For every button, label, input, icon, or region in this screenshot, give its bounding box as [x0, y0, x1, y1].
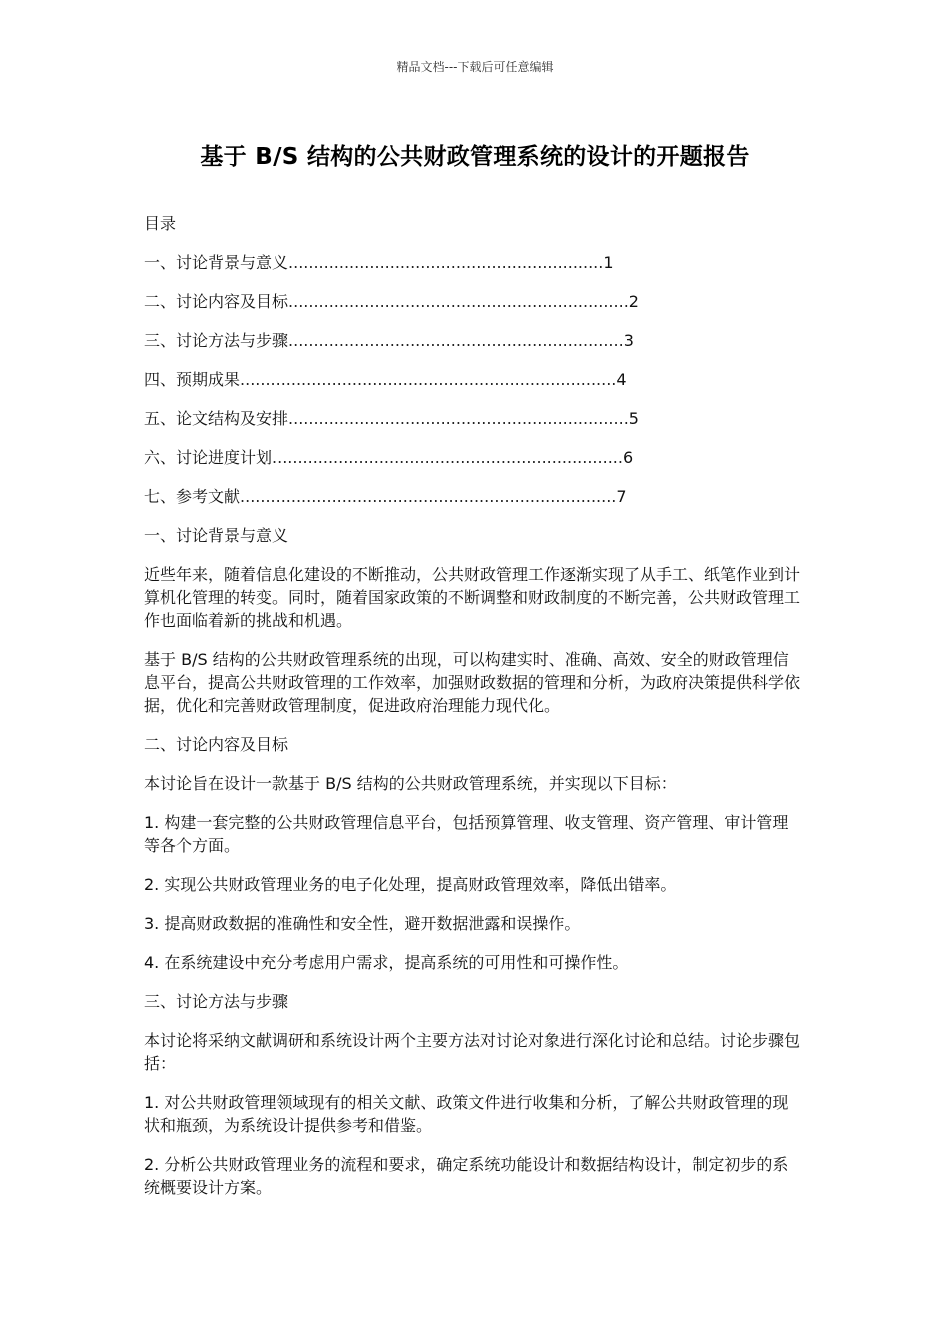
section-goals: [144, 733, 804, 974]
toc-label: 二、讨论内容及目标: [144, 292, 289, 311]
section-heading: 一、讨论背景与意义: [144, 526, 289, 545]
toc-label: 五、论文结构及安排: [144, 409, 289, 428]
toc-item-4[interactable]: [144, 368, 804, 391]
toc-label: 四、预期成果: [144, 370, 241, 389]
toc-page: 2: [628, 292, 639, 311]
paragraph: 近些年来，随着信息化建设的不断推动，公共财政管理工作逐渐实现了从手工、纸笔作业到计算机化管理的转变。同时，随着国家政策的不断调整和财政制度的不断完善，公共财政管理工作也面临着新的挑战和机遇。: [144, 565, 801, 630]
toc-page: 4: [616, 370, 627, 389]
paragraph: 基于 B/S 结构的公共财政管理系统的出现，可以构建实时、准确、高效、安全的财政管理信息平台，提高公共财政管理的工作效率，加强财政数据的管理和分析，为政府决策提供科学依据，优化和完善财政管理制度，促进政府治理能力现代化。: [144, 650, 801, 715]
toc-heading: 目录: [144, 214, 177, 233]
toc-item-6[interactable]: [144, 446, 804, 469]
paragraph: 本讨论将采纳文献调研和系统设计两个主要方法对讨论对象进行深化讨论和总结。讨论步骤包括：: [144, 1031, 801, 1073]
toc-leader: ...................................................................: [288, 409, 629, 428]
toc-page: 3: [623, 331, 634, 350]
toc-item-5[interactable]: [144, 407, 804, 430]
toc-item-7[interactable]: [144, 485, 804, 508]
toc-leader: ..........................................................................: [240, 370, 617, 389]
toc-leader: ..................................................................: [288, 331, 624, 350]
list-item: 3. 提高财政数据的准确性和安全性，避开数据泄露和误操作。: [144, 914, 581, 933]
list-item: 2. 分析公共财政管理业务的流程和要求，确定系统功能设计和数据结构设计，制定初步的系统概要设计方案。: [144, 1155, 789, 1197]
list-item: 1. 构建一套完整的公共财政管理信息平台，包括预算管理、收支管理、资产管理、审计管理等各个方面。: [144, 813, 789, 855]
list-item: 2. 实现公共财政管理业务的电子化处理，提高财政管理效率，降低出错率。: [144, 875, 677, 894]
toc-page: 1: [603, 253, 614, 272]
toc-item-2[interactable]: [144, 290, 804, 313]
section-methods: [144, 990, 804, 1199]
section-background: [144, 524, 804, 717]
header-note: 精品文档---下载后可任意编辑: [396, 60, 554, 74]
list-item: 4. 在系统建设中充分考虑用户需求，提高系统的可用性和可操作性。: [144, 953, 629, 972]
table-of-contents: [144, 251, 804, 508]
list-item: 1. 对公共财政管理领域现有的相关文献、政策文件进行收集和分析，了解公共财政管理的现状和瓶颈，为系统设计提供参考和借鉴。: [144, 1093, 789, 1135]
toc-label: 一、讨论背景与意义: [144, 253, 289, 272]
toc-label: 七、参考文献: [144, 487, 241, 506]
toc-item-1[interactable]: [144, 251, 804, 274]
toc-leader: ..............................................................: [288, 253, 604, 272]
toc-leader: .....................................................................: [272, 448, 623, 467]
toc-page: 7: [616, 487, 627, 506]
document-body: [144, 212, 804, 1215]
toc-label: 六、讨论进度计划: [144, 448, 273, 467]
toc-leader: ...................................................................: [288, 292, 629, 311]
toc-label: 三、讨论方法与步骤: [144, 331, 289, 350]
toc-page: 6: [622, 448, 634, 467]
section-heading: 二、讨论内容及目标: [144, 735, 289, 754]
toc-item-3[interactable]: [144, 329, 804, 352]
toc-page: 5: [628, 409, 639, 428]
toc-leader: ..........................................................................: [240, 487, 617, 506]
paragraph: 本讨论旨在设计一款基于 B/S 结构的公共财政管理系统，并实现以下目标：: [144, 774, 677, 793]
document-title: 基于 B/S 结构的公共财政管理系统的设计的开题报告: [200, 144, 750, 170]
section-heading: 三、讨论方法与步骤: [144, 992, 289, 1011]
